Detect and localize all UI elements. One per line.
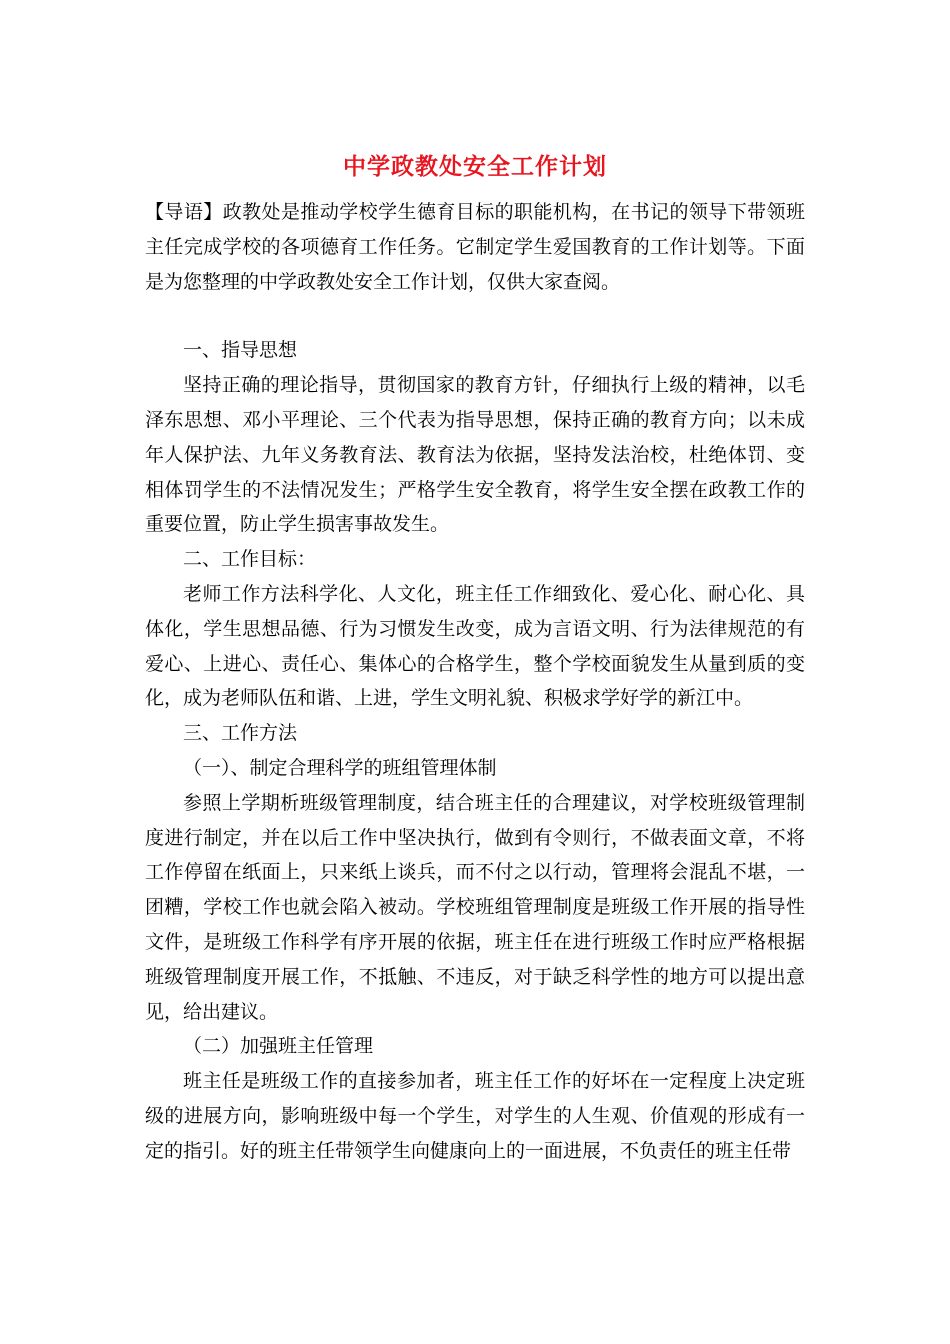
intro-paragraph: 【导语】政教处是推动学校学生德育目标的职能机构，在书记的领导下带领班主任完成学校的各项德育工作任务。它制定学生爱国教育的工作计划等。下面是为您整理的中学政教处安全工作计划，仅供大家查阅。 <box>145 201 805 293</box>
document-title: 中学政教处安全工作计划 <box>343 153 607 180</box>
paragraph-gap <box>145 299 805 333</box>
section-1-body: 坚持正确的理论指导，贯彻国家的教育方针，仔细执行上级的精神，以毛泽东思想、邓小平理论、三个代表为指导思想，保持正确的教育方向；以未成年人保护法、九年义务教育法、教育法为依据，坚持发法治校，杜绝体罚、变相体罚学生的不法情况发生；严格学生安全教育，将学生安全摆在政教工作的重要位置，防止学生损害事故发生。 <box>145 374 805 536</box>
subsection-2-body: 班主任是班级工作的直接参加者，班主任工作的好坏在一定程度上决定班级的进展方向，影响班级中每一个学生，对学生的人生观、价值观的形成有一定的指引。好的班主任带领学生向健康向上的一面进展，不负责任的班主任带 <box>145 1070 805 1162</box>
subsection-1-heading: （一）、制定合理科学的班组管理体制 <box>183 756 497 779</box>
document-body <box>145 195 805 1169</box>
section-2-body: 老师工作方法科学化、人文化，班主任工作细致化、爱心化、耐心化、具体化，学生思想品德、行为习惯发生改变，成为言语文明、行为法律规范的有爱心、上进心、责任心、集体心的合格学生，整个学校面貌发生从量到质的变化，成为老师队伍和谐、上进，学生文明礼貌、积极求学好学的新江中。 <box>145 582 805 710</box>
section-2-heading: 二、工作目标： <box>183 548 317 571</box>
subsection-2-heading: （二）加强班主任管理 <box>183 1035 374 1058</box>
subsection-1-body: 参照上学期析班级管理制度，结合班主任的合理建议，对学校班级管理制度进行制定，并在以后工作中坚决执行，做到有令则行，不做表面文章，不将工作停留在纸面上，只来纸上谈兵，而不付之以行动，管理将会混乱不堪，一团糟，学校工作也就会陷入被动。学校班组管理制度是班级工作开展的指导性文件，是班级工作科学有序开展的依据，班主任在进行班级工作时应严格根据班级管理制度开展工作，不抵触、不违反，对于缺乏科学性的地方可以提出意见，给出建议。 <box>145 791 805 1023</box>
section-1-heading: 一、指导思想 <box>183 339 298 362</box>
section-3-heading: 三、工作方法 <box>183 722 298 745</box>
